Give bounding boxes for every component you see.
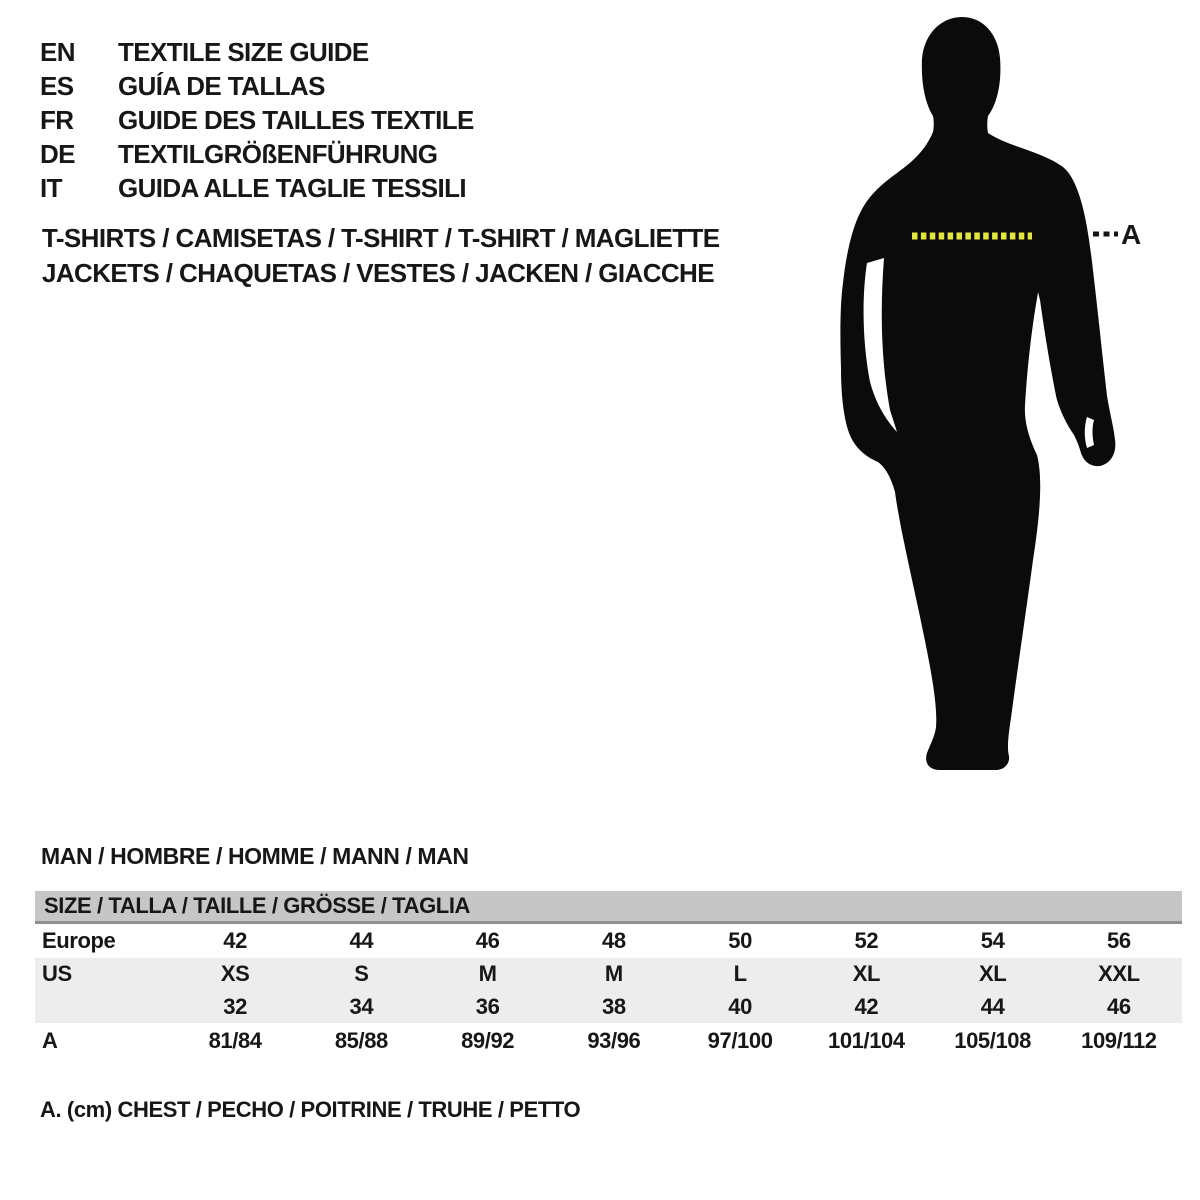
- size-cell: 38: [602, 993, 626, 1019]
- language-title: TEXTILE SIZE GUIDE: [118, 36, 369, 67]
- man-section-heading: MAN / HOMBRE / HOMME / MANN / MAN: [41, 843, 469, 869]
- size-table-header-label: SIZE / TALLA / TAILLE / GRÖSSE / TAGLIA: [44, 893, 471, 918]
- measurement-footnote: A. (cm) CHEST / PECHO / POITRINE / TRUHE / PETTO: [40, 1097, 581, 1122]
- language-title: GUÍA DE TALLAS: [118, 70, 325, 101]
- size-cell: XXL: [1098, 961, 1140, 986]
- size-cell: 50: [728, 928, 752, 953]
- table-row-chest: [35, 1023, 1182, 1059]
- size-cell: 42: [223, 928, 247, 953]
- size-cell: 97/100: [707, 1028, 773, 1053]
- size-table: [35, 891, 1182, 1059]
- size-cell: 40: [728, 993, 752, 1019]
- size-cell: 34: [349, 993, 374, 1019]
- size-cell: 101/104: [828, 1028, 905, 1053]
- table-row-numeric: [35, 990, 1182, 1023]
- language-code: EN: [40, 36, 75, 67]
- language-title: TEXTILGRÖßENFÜHRUNG: [118, 138, 438, 169]
- size-cell: 48: [602, 928, 626, 953]
- language-title: GUIDE DES TAILLES TEXTILE: [118, 104, 474, 135]
- category-line-1: T-SHIRTS / CAMISETAS / T-SHIRT / T-SHIRT / MAGLIETTE: [42, 223, 720, 253]
- size-cell: XL: [852, 961, 881, 986]
- size-cell: 46: [475, 928, 500, 953]
- size-cell: 89/92: [461, 1028, 515, 1053]
- size-cell: 42: [854, 993, 879, 1019]
- size-cell: M: [478, 961, 497, 986]
- size-cell: 44: [349, 928, 374, 953]
- size-cell: 32: [223, 993, 247, 1019]
- size-cell: 52: [854, 928, 879, 953]
- size-cell: 36: [475, 993, 500, 1019]
- language-code: ES: [40, 70, 74, 101]
- size-cell: 44: [980, 993, 1005, 1019]
- row-label: US: [42, 961, 72, 986]
- language-code: IT: [40, 172, 62, 203]
- size-cell: 93/96: [587, 1028, 641, 1053]
- size-cell: XL: [978, 961, 1007, 986]
- size-cell: 46: [1107, 993, 1131, 1019]
- size-cell: 105/108: [954, 1028, 1031, 1053]
- language-code: DE: [40, 138, 75, 169]
- row-label: A: [42, 1028, 58, 1053]
- size-cell: 54: [980, 928, 1005, 953]
- size-cell: M: [604, 961, 623, 986]
- language-title: GUIDA ALLE TAGLIE TESSILI: [118, 172, 467, 203]
- table-row-us: [35, 958, 1182, 990]
- size-cell: 81/84: [208, 1028, 262, 1053]
- size-cell: 85/88: [334, 1028, 388, 1053]
- measure-label-a: A: [1121, 219, 1142, 250]
- size-cell: L: [733, 961, 747, 986]
- size-cell: S: [354, 961, 369, 986]
- table-row-europe: [35, 924, 1182, 958]
- language-code: FR: [40, 104, 74, 135]
- size-table-header: [35, 891, 1182, 924]
- row-label: Europe: [42, 928, 116, 953]
- size-cell: 56: [1107, 928, 1131, 953]
- size-cell: XS: [220, 961, 250, 986]
- category-line-2: JACKETS / CHAQUETAS / VESTES / JACKEN / GIACCHE: [42, 258, 714, 288]
- size-cell: 109/112: [1081, 1028, 1157, 1053]
